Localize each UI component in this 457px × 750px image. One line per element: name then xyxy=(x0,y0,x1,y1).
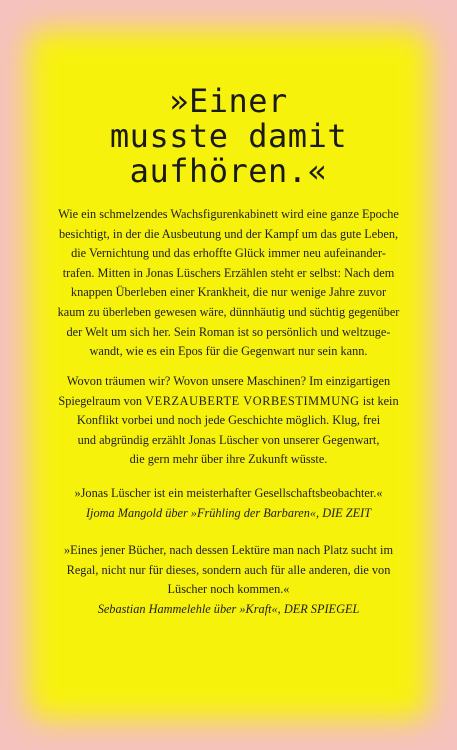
headline-line-1: »Einer xyxy=(169,82,288,120)
text-line: Konflikt vorbei und noch jede Geschichte möglich. Klug, frei xyxy=(76,413,381,428)
press-quote-1 xyxy=(40,484,417,523)
quote-text: Lüscher noch kommen.« xyxy=(167,582,290,597)
headline-line-2: musste damit xyxy=(109,117,348,155)
headline-line-3: aufhören.« xyxy=(129,152,328,190)
quote-text: »Eines jener Bücher, nach dessen Lektüre man nach Platz sucht im xyxy=(63,543,394,557)
description-paragraph-1 xyxy=(40,205,417,362)
text-segment: Spiegelraum von xyxy=(58,393,146,408)
text-line: die gern mehr über ihre Zukunft wüsste. xyxy=(129,452,328,467)
text-segment: ist kein xyxy=(359,393,399,408)
text-line: Wie ein schmelzendes Wachsfigurenkabinett wird eine ganze Epoche xyxy=(58,207,399,221)
text-line: der Welt um sich her. Sein Roman ist so persönlich und weltzuge- xyxy=(66,324,391,339)
text-line: und abgründig erzählt Jonas Lüscher von unserer Gegenwart, xyxy=(77,432,380,447)
quote-text: Regal, nicht nur für dieses, sondern auch für alle anderen, die von xyxy=(66,562,391,577)
text-line: knappen Überleben einer Krankheit, die nur wenige Jahre zuvor xyxy=(70,285,387,300)
book-title-caps: VERZAUBERTE VORBESTIMMUNG xyxy=(145,393,360,408)
text-line: besichtigt, in der die Ausbeutung und der Kampf um das gute Leben, xyxy=(58,226,399,241)
description-paragraph-2 xyxy=(40,372,417,470)
text-line: Wovon träumen wir? Wovon unsere Maschinen? Im einzigartigen xyxy=(66,374,391,388)
quote-attribution: Sebastian Hammelehle über »Kraft«, DER SPIEGEL xyxy=(97,601,360,616)
quote-attribution: Ijoma Mangold über »Frühling der Barbaren«, DIE ZEIT xyxy=(85,505,372,520)
text-line: trafen. Mitten in Jonas Lüschers Erzählen steht er selbst: Nach dem xyxy=(62,265,395,280)
text-line: kaum zu überleben gewesen wäre, dünnhäutig und süchtig gegenüber xyxy=(57,304,400,319)
quote-text: »Jonas Lüscher ist ein meisterhafter Gesellschaftsbeobachter.« xyxy=(74,486,383,500)
headline-quote xyxy=(0,84,457,189)
text-line: wandt, wie es ein Epos für die Gegenwart nur sein kann. xyxy=(89,344,368,359)
text-line xyxy=(40,392,417,412)
press-quote-2 xyxy=(40,541,417,619)
text-line: die Vernichtung und das erhoffte Glück immer neu aufeinander- xyxy=(71,246,386,261)
